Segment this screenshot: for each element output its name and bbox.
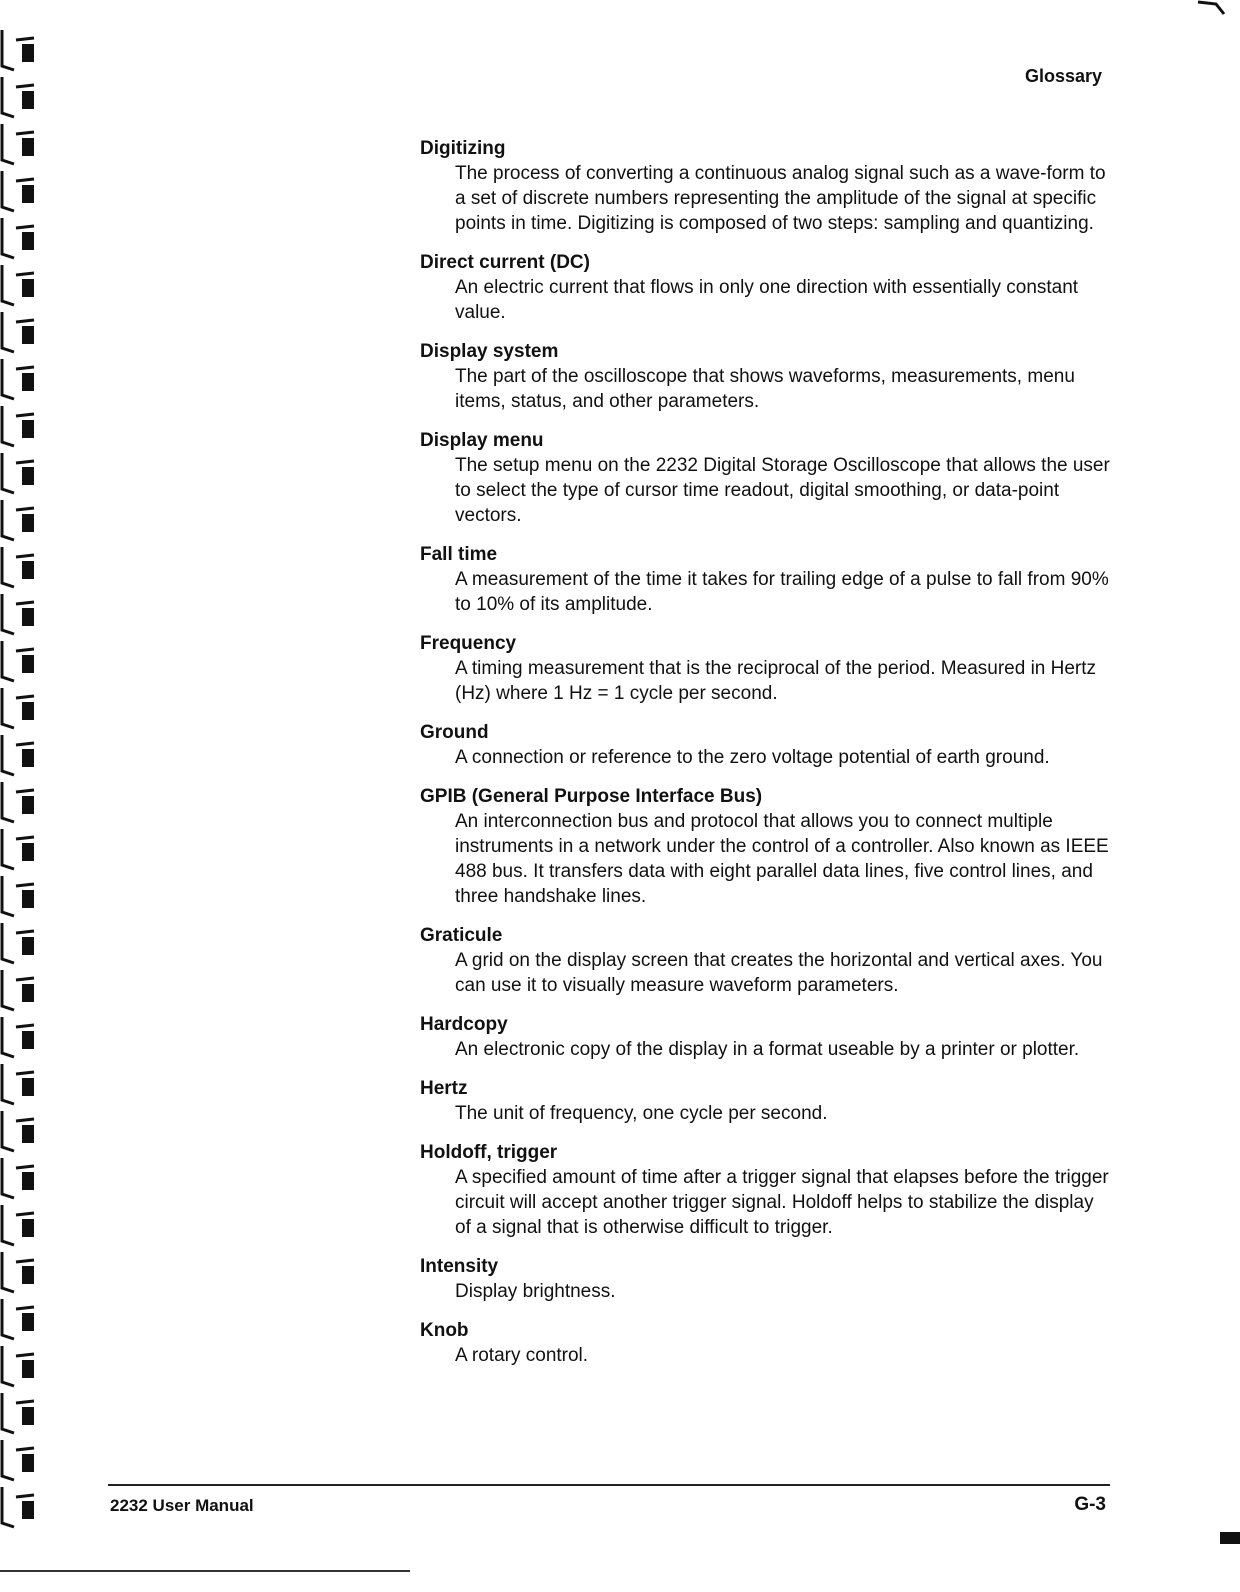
binding-mark [22, 796, 34, 814]
binding-mark [22, 655, 34, 673]
glossary-term: Intensity [420, 1256, 499, 1277]
binding-mark [22, 138, 34, 156]
glossary-entry [420, 720, 1110, 770]
glossary-list [420, 136, 1110, 1382]
binding-mark [16, 1072, 34, 1074]
binding-mark [2, 1111, 14, 1151]
glossary-definition: A grid on the display screen that creates the horizontal and vertical axes. You can use it to visually measure waveform parameters. [455, 950, 1103, 996]
binding-mark [16, 743, 34, 745]
binding-mark [16, 226, 34, 228]
binding-mark [16, 790, 34, 792]
binding-mark [22, 1031, 34, 1049]
binding-mark [2, 171, 14, 211]
binding-mark [2, 735, 14, 775]
glossary-entry [420, 1318, 1110, 1368]
glossary-entry [420, 250, 1110, 325]
binding-mark [22, 843, 34, 861]
binding-mark [16, 931, 34, 933]
binding-mark [2, 923, 14, 963]
binding-mark [2, 359, 14, 399]
binding-mark [16, 461, 34, 463]
binding-mark [22, 608, 34, 626]
glossary-definition: A timing measurement that is the reciprocal of the period. Measured in Hertz (Hz) where 1 Hz = 1 cycle per second. [455, 658, 1097, 704]
corner-scan-mark [1196, 0, 1226, 16]
glossary-term: Graticule [420, 925, 503, 946]
glossary-term: Holdoff, trigger [420, 1142, 558, 1163]
binding-mark [22, 1172, 34, 1190]
binding-mark [22, 561, 34, 579]
glossary-definition: Display brightness. [455, 1281, 616, 1302]
scan-bottom-edge [0, 1570, 410, 1572]
binding-mark [2, 218, 14, 258]
glossary-entry [420, 1140, 1110, 1240]
glossary-entry [420, 136, 1110, 236]
binding-mark [2, 782, 14, 822]
binding-mark [2, 594, 14, 634]
running-header: Glossary [1024, 66, 1102, 86]
binding-mark [22, 1219, 34, 1237]
binding-mark [16, 1401, 34, 1403]
binding-mark [16, 273, 34, 275]
binding-mark [2, 312, 14, 352]
binding-mark [22, 185, 34, 203]
binding-mark [2, 1064, 14, 1104]
binding-mark [22, 279, 34, 297]
binding-mark [16, 696, 34, 698]
glossary-term: Digitizing [420, 138, 506, 159]
binding-mark [22, 1313, 34, 1331]
binding-mark [22, 749, 34, 767]
binding-mark [2, 547, 14, 587]
glossary-entry [420, 923, 1110, 998]
glossary-entry [420, 631, 1110, 706]
binding-mark [16, 1495, 34, 1497]
glossary-entry [420, 339, 1110, 414]
glossary-entry [420, 1076, 1110, 1126]
binding-mark [16, 837, 34, 839]
binding-mark [16, 414, 34, 416]
footer-page-number: G-3 [1074, 1494, 1106, 1515]
glossary-term: Frequency [420, 633, 517, 654]
binding-mark [2, 77, 14, 117]
binding-mark [22, 91, 34, 109]
glossary-definition: The setup menu on the 2232 Digital Storage Oscilloscope that allows the user to select the type of cursor time readout, digital smoothing, or data-point vectors. [455, 455, 1110, 526]
binding-mark [22, 44, 34, 62]
binding-mark [2, 453, 14, 493]
binding-mark [2, 1393, 14, 1433]
binding-mark [22, 373, 34, 391]
glossary-entry [420, 542, 1110, 617]
binding-mark [22, 467, 34, 485]
binding-mark [16, 1448, 34, 1450]
binding-mark [16, 320, 34, 322]
binding-mark [22, 702, 34, 720]
binding-mark [22, 232, 34, 250]
glossary-entry [420, 428, 1110, 528]
binding-mark [16, 132, 34, 134]
binding-mark [2, 124, 14, 164]
glossary-term: Direct current (DC) [420, 252, 590, 273]
scan-edge-blot [1220, 1532, 1240, 1544]
binding-mark [22, 326, 34, 344]
binding-mark [2, 1346, 14, 1386]
glossary-definition: A rotary control. [455, 1345, 589, 1366]
glossary-term: Ground [420, 722, 489, 743]
binding-mark [16, 1354, 34, 1356]
binding-mark [2, 641, 14, 681]
binding-mark [22, 1360, 34, 1378]
binding-mark [2, 1299, 14, 1339]
glossary-definition: An electronic copy of the display in a format useable by a printer or plotter. [455, 1039, 1080, 1060]
binding-mark [16, 649, 34, 651]
binding-mark [16, 508, 34, 510]
binding-mark [22, 1407, 34, 1425]
footer-divider [108, 1484, 1110, 1486]
binding-mark [22, 890, 34, 908]
glossary-definition: The process of converting a continuous analog signal such as a wave-form to a set of discrete numbers representing the amplitude of the signal at specific points in time. Digitizing is composed of two steps: sampling and quantizing. [455, 163, 1106, 234]
binding-mark [22, 1078, 34, 1096]
binding-mark [16, 1025, 34, 1027]
glossary-definition: The part of the oscilloscope that shows waveforms, measurements, menu items, status, and other parameters. [455, 366, 1075, 412]
binding-mark [2, 1252, 14, 1292]
glossary-entry [420, 1012, 1110, 1062]
binding-mark [22, 1501, 34, 1519]
binding-mark [22, 1266, 34, 1284]
binding-mark [16, 1166, 34, 1168]
binding-mark [16, 978, 34, 980]
binding-mark [2, 406, 14, 446]
glossary-definition: A specified amount of time after a trigger signal that elapses before the trigger circuit will accept another trigger signal. Holdoff helps to stabilize the display of a signal that is otherwise difficult to trigger. [455, 1167, 1109, 1238]
binding-mark [22, 937, 34, 955]
binding-mark [2, 265, 14, 305]
binding-mark [2, 688, 14, 728]
binding-mark [22, 984, 34, 1002]
glossary-entry [420, 784, 1110, 909]
binding-mark [22, 514, 34, 532]
binding-mark [2, 1440, 14, 1480]
binding-mark [16, 85, 34, 87]
footer-manual-title: 2232 User Manual [110, 1496, 254, 1515]
binding-mark [16, 555, 34, 557]
binding-mark [2, 970, 14, 1010]
binding-mark [2, 876, 14, 916]
glossary-term: Hertz [420, 1078, 468, 1099]
glossary-term: Knob [420, 1320, 469, 1341]
binding-edge-marks [0, 0, 40, 1592]
binding-mark [16, 602, 34, 604]
glossary-term: Display system [420, 341, 559, 362]
glossary-entry [420, 1254, 1110, 1304]
binding-mark [16, 38, 34, 40]
glossary-term: GPIB (General Purpose Interface Bus) [420, 786, 763, 807]
binding-mark [16, 1260, 34, 1262]
binding-mark [16, 367, 34, 369]
glossary-definition: An interconnection bus and protocol that allows you to connect multiple instruments in a network under the control of a controller. Also known as IEEE 488 bus. It transfers data with eight parallel data lines, five control lines, and three handshake lines. [455, 811, 1109, 907]
glossary-definition: A measurement of the time it takes for trailing edge of a pulse to fall from 90% to 10% of its amplitude. [455, 569, 1109, 615]
binding-mark [2, 1158, 14, 1198]
binding-mark [2, 1017, 14, 1057]
binding-mark [16, 179, 34, 181]
glossary-term: Fall time [420, 544, 498, 565]
binding-mark [2, 1205, 14, 1245]
binding-mark [16, 1119, 34, 1121]
binding-mark [2, 500, 14, 540]
glossary-term: Display menu [420, 430, 544, 451]
binding-mark [22, 1454, 34, 1472]
binding-mark [16, 1213, 34, 1215]
glossary-definition: An electric current that flows in only one direction with essentially constant value. [455, 277, 1079, 323]
glossary-definition: The unit of frequency, one cycle per second. [455, 1103, 828, 1124]
binding-mark [22, 420, 34, 438]
glossary-definition: A connection or reference to the zero voltage potential of earth ground. [455, 747, 1050, 768]
glossary-term: Hardcopy [420, 1014, 508, 1035]
binding-mark [2, 829, 14, 869]
binding-mark [2, 1487, 14, 1527]
binding-mark [22, 1125, 34, 1143]
binding-mark [16, 884, 34, 886]
binding-mark [16, 1307, 34, 1309]
binding-mark [2, 30, 14, 70]
